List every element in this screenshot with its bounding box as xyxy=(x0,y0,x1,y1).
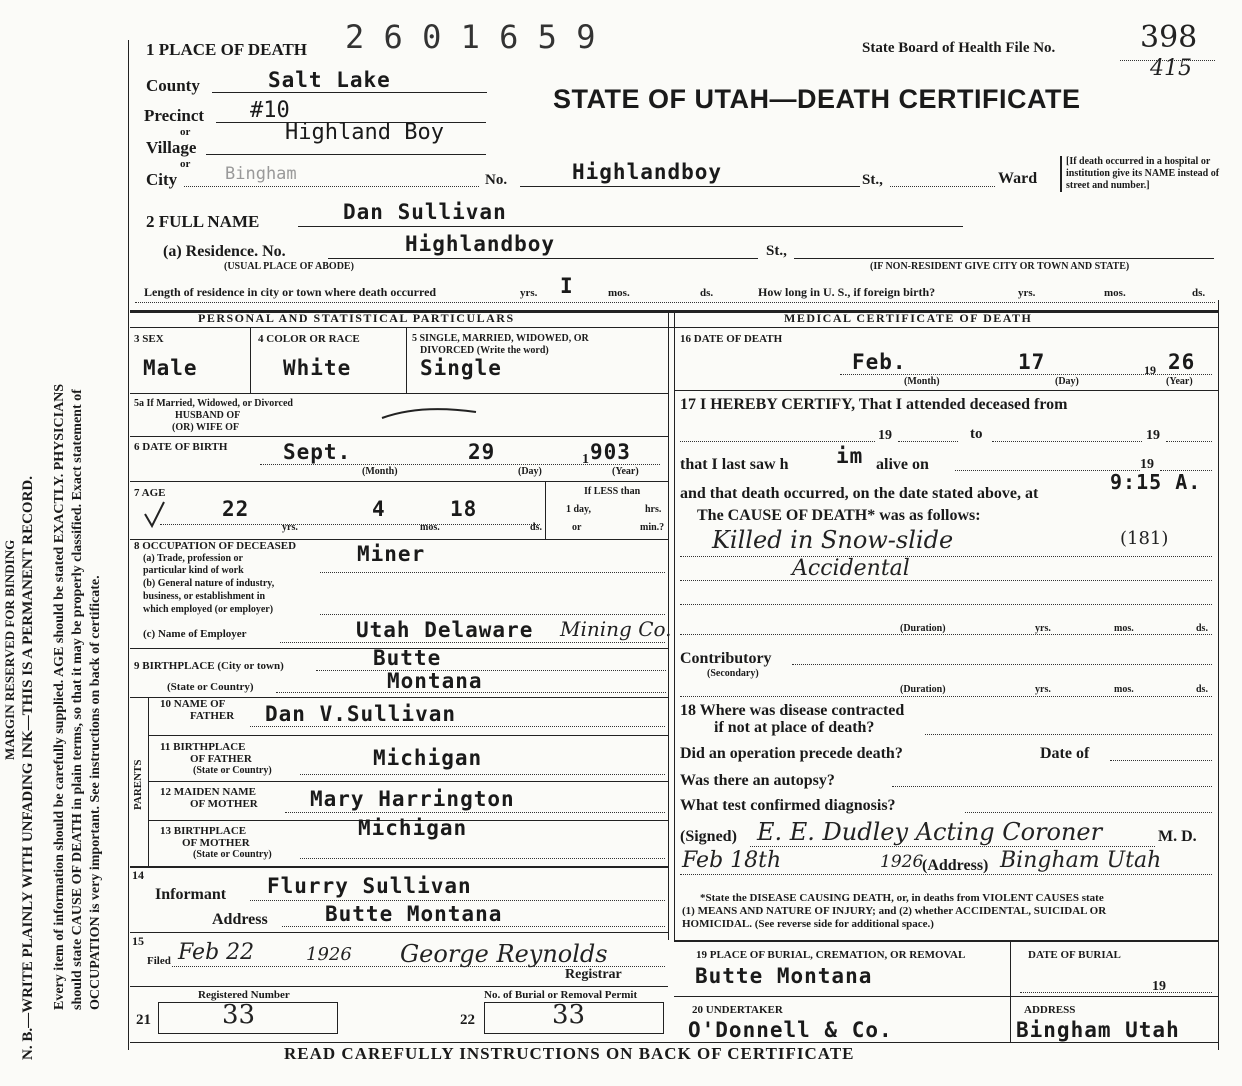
birthplace-label: 9 BIRTHPLACE (City or town) xyxy=(134,660,284,672)
city-label: City xyxy=(146,170,178,189)
employer-label: (c) Name of Employer xyxy=(143,628,247,640)
street-suffix-label: St., xyxy=(862,172,883,188)
filed-number: 15 xyxy=(132,934,144,948)
father-birthplace-value: Michigan xyxy=(373,746,483,770)
undertaker-address-label: ADDRESS xyxy=(1024,1004,1076,1016)
undertaker-label: 20 UNDERTAKER xyxy=(692,1004,783,1016)
binding-margin-text: MARGIN RESERVED FOR BINDING xyxy=(2,539,17,760)
informant-address-label: Address xyxy=(212,911,268,928)
alive-on-label: alive on xyxy=(876,456,929,473)
length-ds-label: ds. xyxy=(700,287,714,299)
cause-manner-value: Accidental xyxy=(792,556,910,581)
place-of-death-label: 1 PLACE OF DEATH xyxy=(146,40,308,59)
dob-day: 29 xyxy=(468,440,496,464)
age-ds-caption: ds. xyxy=(530,522,542,533)
occupation-b-label-3: which employed (or employer) xyxy=(143,604,274,615)
age-months: 4 xyxy=(372,497,386,521)
dob-year-caption: (Year) xyxy=(612,466,639,477)
certificate-number: 2 6 0 1 6 5 9 xyxy=(345,18,596,56)
less-hrs-label: hrs. xyxy=(645,504,662,515)
undertaker-address-value: Bingham Utah xyxy=(1016,1018,1180,1042)
usual-abode-caption: (USUAL PLACE OF ABODE) xyxy=(224,261,354,272)
filed-label: Filed xyxy=(147,955,171,967)
dob-month-caption: (Month) xyxy=(362,466,398,477)
file-number-value: 398 xyxy=(1140,20,1198,55)
personal-section-heading: PERSONAL AND STATISTICAL PARTICULARS xyxy=(198,311,515,325)
less-than-label: If LESS than xyxy=(584,486,641,497)
margin-nb-text: N. B.—WRITE PLAINLY WITH UNFADING INK—THIS IS A PERMANENT RECORD. xyxy=(20,476,36,1060)
dob-day-caption: (Day) xyxy=(518,466,542,477)
cause-code: (181) xyxy=(1120,528,1169,549)
spouse-wife-label: (OR) WIFE OF xyxy=(172,422,240,433)
full-name-label: 2 FULL NAME xyxy=(146,212,260,231)
physician-signature: E. E. Dudley Acting Coroner xyxy=(757,818,1103,846)
us-yrs-label: yrs. xyxy=(1018,287,1036,299)
village-label: Village xyxy=(146,138,197,157)
birthplace-state-label: (State or Country) xyxy=(167,681,254,693)
age-days: 18 xyxy=(450,497,478,521)
race-label: 4 COLOR OR RACE xyxy=(258,333,360,345)
burial-permit-label: No. of Burial or Removal Permit xyxy=(484,989,638,1001)
dob-month: Sept. xyxy=(283,440,352,464)
occupation-a-label: (a) Trade, profession or xyxy=(143,553,243,564)
contrib-duration-label: (Duration) xyxy=(900,684,946,695)
file-number-label: State Board of Health File No. xyxy=(862,40,1056,56)
date-of-death-month: Feb. xyxy=(852,350,907,374)
footer-instructions: READ CAREFULLY INSTRUCTIONS ON BACK OF CERTIFICATE xyxy=(284,1044,855,1063)
certificate-title: STATE OF UTAH—DEATH CERTIFICATE xyxy=(553,84,1081,114)
operation-label: Did an operation precede death? xyxy=(680,745,903,762)
residence-value: Highlandboy xyxy=(405,232,556,256)
village-value: Highland Boy xyxy=(285,120,444,145)
residence-label: (a) Residence. No. xyxy=(163,243,286,260)
marital-value: Single xyxy=(420,356,502,380)
dod-year-caption: (Year) xyxy=(1166,376,1193,387)
less-min-label: min.? xyxy=(640,522,665,533)
father-name-label-2: FATHER xyxy=(190,710,235,722)
disease-contracted-label-2: if not at place of death? xyxy=(714,719,875,736)
marital-label: 5 SINGLE, MARRIED, WIDOWED, OR xyxy=(412,333,589,344)
mother-name-label-2: OF MOTHER xyxy=(190,798,258,810)
occupation-b-label-2: business, or establishment in xyxy=(143,591,266,602)
mother-birthplace-value: Michigan xyxy=(358,816,468,840)
full-name-value: Dan Sullivan xyxy=(343,200,507,224)
cause-note-line3: HOMICIDAL. (See reverse side for additional space.) xyxy=(682,918,934,930)
us-residence-label: How long in U. S., if foreign birth? xyxy=(758,285,936,299)
ward-note: [If death occurred in a hospital or institution give its NAME instead of street and number.] xyxy=(1060,156,1226,192)
age-yrs-caption: yrs. xyxy=(282,522,298,533)
father-birthplace-label-3: (State or Country) xyxy=(193,765,272,776)
informant-label: Informant xyxy=(155,886,227,903)
mother-name-label: 12 MAIDEN NAME xyxy=(160,786,256,798)
alive-on-year: 19 xyxy=(1140,457,1154,472)
burial-date-label: DATE OF BURIAL xyxy=(1028,949,1121,961)
or-label-1: or xyxy=(180,126,191,138)
death-occurred-label: and that death occurred, on the date stated above, at xyxy=(680,485,1039,502)
registrar-label: Registrar xyxy=(565,967,622,982)
primary-duration-label: (Duration) xyxy=(900,623,946,634)
sex-value: Male xyxy=(143,356,198,380)
primary-mos-label: mos. xyxy=(1114,623,1134,634)
father-birthplace-label: 11 BIRTHPLACE xyxy=(160,741,246,753)
signed-label: (Signed) xyxy=(680,828,737,845)
spouse-husband-label: HUSBAND OF xyxy=(175,410,241,421)
registered-number-prefix: 21 xyxy=(136,1012,151,1028)
last-saw-label: that I last saw h xyxy=(680,456,789,473)
secondary-caption: (Secondary) xyxy=(707,668,759,679)
registered-number-value: 33 xyxy=(222,1000,256,1030)
occupation-label: 8 OCCUPATION OF DECEASED xyxy=(134,540,297,552)
dob-year: 903 xyxy=(590,440,631,464)
street-value: Highlandboy xyxy=(572,160,723,184)
burial-permit-value: 33 xyxy=(552,1000,586,1030)
medical-section-heading: MEDICAL CERTIFICATE OF DEATH xyxy=(784,311,1033,325)
less-or-label: or xyxy=(572,522,582,533)
file-number-secondary: 415 xyxy=(1150,56,1192,81)
margin-instructions-line2: should state CAUSE OF DEATH in plain terms, so that it may be properly classified. Exact statement of xyxy=(70,389,85,1010)
county-value: Salt Lake xyxy=(268,68,391,92)
us-mos-label: mos. xyxy=(1104,287,1126,299)
primary-ds-label: ds. xyxy=(1196,623,1208,634)
certify-statement: 17 I HEREBY CERTIFY, That I attended deceased from xyxy=(680,396,1068,413)
occupation-value: Miner xyxy=(357,542,426,566)
informant-number: 14 xyxy=(132,868,144,882)
attended-from-year: 19 xyxy=(878,428,892,443)
date-of-death-label: 16 DATE OF DEATH xyxy=(680,333,783,345)
contrib-ds-label: ds. xyxy=(1196,684,1208,695)
length-yrs-label: yrs. xyxy=(520,287,538,299)
occupation-b-label: (b) General nature of industry, xyxy=(143,578,275,589)
dob-year-prefix: 1 xyxy=(582,452,589,467)
informant-value: Flurry Sullivan xyxy=(267,874,472,898)
signed-address-value: Bingham Utah xyxy=(1000,848,1162,873)
last-saw-pronoun: im xyxy=(836,444,864,468)
date-of-death-day: 17 xyxy=(1018,350,1046,374)
county-label: County xyxy=(146,76,200,95)
cause-of-death-label: The CAUSE OF DEATH* was as follows: xyxy=(697,507,981,524)
primary-yrs-label: yrs. xyxy=(1035,623,1051,634)
occupation-a-label-2: particular kind of work xyxy=(143,565,244,576)
father-name-label: 10 NAME OF xyxy=(160,698,226,710)
signed-date-handwritten: Feb 18th xyxy=(682,848,782,873)
signed-year-handwritten: 1926 xyxy=(880,852,924,872)
operation-date-label: Date of xyxy=(1040,745,1090,762)
us-ds-label: ds. xyxy=(1192,287,1206,299)
margin-instructions-line3: OCCUPATION is very important. See instructions on back of certificate. xyxy=(88,575,103,1010)
disease-contracted-label: 18 Where was disease contracted xyxy=(680,702,905,719)
nonresident-caption: (IF NON-RESIDENT GIVE CITY OR TOWN AND STATE) xyxy=(870,261,1130,272)
precinct-value: #10 xyxy=(250,98,290,123)
diagnosis-test-label: What test confirmed diagnosis? xyxy=(680,797,896,814)
contributory-label: Contributory xyxy=(680,650,772,667)
residence-street-label: St., xyxy=(766,243,787,259)
attended-to-label: to xyxy=(970,426,983,442)
city-value: Bingham xyxy=(225,164,297,184)
date-of-death-year-prefix: 19 xyxy=(1144,363,1156,377)
informant-address-value: Butte Montana xyxy=(325,902,503,926)
cause-of-death-value: Killed in Snow-slide xyxy=(712,526,954,554)
birthplace-state: Montana xyxy=(387,669,483,693)
burial-place-value: Butte Montana xyxy=(695,964,873,988)
race-value: White xyxy=(283,356,352,380)
precinct-label: Precinct xyxy=(144,106,205,125)
dob-label: 6 DATE OF BIRTH xyxy=(134,441,228,453)
birthplace-city: Butte xyxy=(373,646,442,670)
dod-month-caption: (Month) xyxy=(904,376,940,387)
mother-birthplace-label: 13 BIRTHPLACE xyxy=(160,825,247,837)
age-mos-caption: mos. xyxy=(420,522,440,533)
contrib-mos-label: mos. xyxy=(1114,684,1134,695)
cause-note-line1: *State the DISEASE CAUSING DEATH, or, in deaths from VIOLENT CAUSES state xyxy=(700,892,1104,904)
age-years: 22 xyxy=(222,497,250,521)
street-number-label: No. xyxy=(485,172,508,188)
registered-number-label: Registered Number xyxy=(198,989,290,1001)
md-label: M. D. xyxy=(1158,828,1197,845)
marital-label-2: DIVORCED (Write the word) xyxy=(420,345,549,356)
dod-day-caption: (Day) xyxy=(1055,376,1079,387)
autopsy-label: Was there an autopsy? xyxy=(680,772,835,789)
age-checkmark xyxy=(142,500,168,530)
father-birthplace-label-2: OF FATHER xyxy=(190,753,252,765)
contrib-yrs-label: yrs. xyxy=(1035,684,1051,695)
margin-instructions-line1: Every item of information should be carefully supplied. AGE should be stated EXACTLY. PHYSICIANS xyxy=(52,383,67,1010)
signed-address-label: (Address) xyxy=(922,857,989,874)
burial-place-label: 19 PLACE OF BURIAL, CREMATION, OR REMOVAL xyxy=(696,949,966,961)
ward-label: Ward xyxy=(998,170,1038,187)
registrar-signature: George Reynolds xyxy=(400,940,608,968)
length-mos-label: mos. xyxy=(608,287,630,299)
filed-date-handwritten: Feb 22 xyxy=(178,940,255,965)
less-day-label: 1 day, xyxy=(566,504,592,515)
burial-date-year: 19 xyxy=(1152,979,1166,994)
mother-birthplace-label-2: OF MOTHER xyxy=(182,837,250,849)
cause-note-line2: (1) MEANS AND NATURE OF INJURY; and (2) whether ACCIDENTAL, SUICIDAL OR xyxy=(682,905,1107,917)
spouse-label: 5a If Married, Widowed, or Divorced xyxy=(134,398,293,409)
undertaker-value: O'Donnell & Co. xyxy=(688,1018,893,1042)
father-name-value: Dan V.Sullivan xyxy=(265,702,457,726)
length-residence-label: Length of residence in city or town where death occurred xyxy=(144,285,437,299)
filed-year-handwritten: 1926 xyxy=(306,944,352,965)
employer-handwritten: Mining Co. xyxy=(560,617,672,641)
mother-birthplace-label-3: (State or Country) xyxy=(193,849,272,860)
mother-name-value: Mary Harrington xyxy=(310,787,515,811)
age-label: 7 AGE xyxy=(134,487,166,499)
length-yrs-value: I xyxy=(560,274,574,298)
death-time-value: 9:15 A. xyxy=(1110,470,1202,494)
sex-label: 3 SEX xyxy=(134,333,164,345)
spouse-blank-stroke xyxy=(380,402,480,422)
parents-label: PARENTS xyxy=(132,759,144,810)
employer-value: Utah Delaware xyxy=(356,618,534,642)
date-of-death-year: 26 xyxy=(1168,350,1196,374)
burial-permit-prefix: 22 xyxy=(460,1012,475,1028)
or-label-2: or xyxy=(180,158,191,170)
attended-to-year: 19 xyxy=(1146,428,1160,443)
